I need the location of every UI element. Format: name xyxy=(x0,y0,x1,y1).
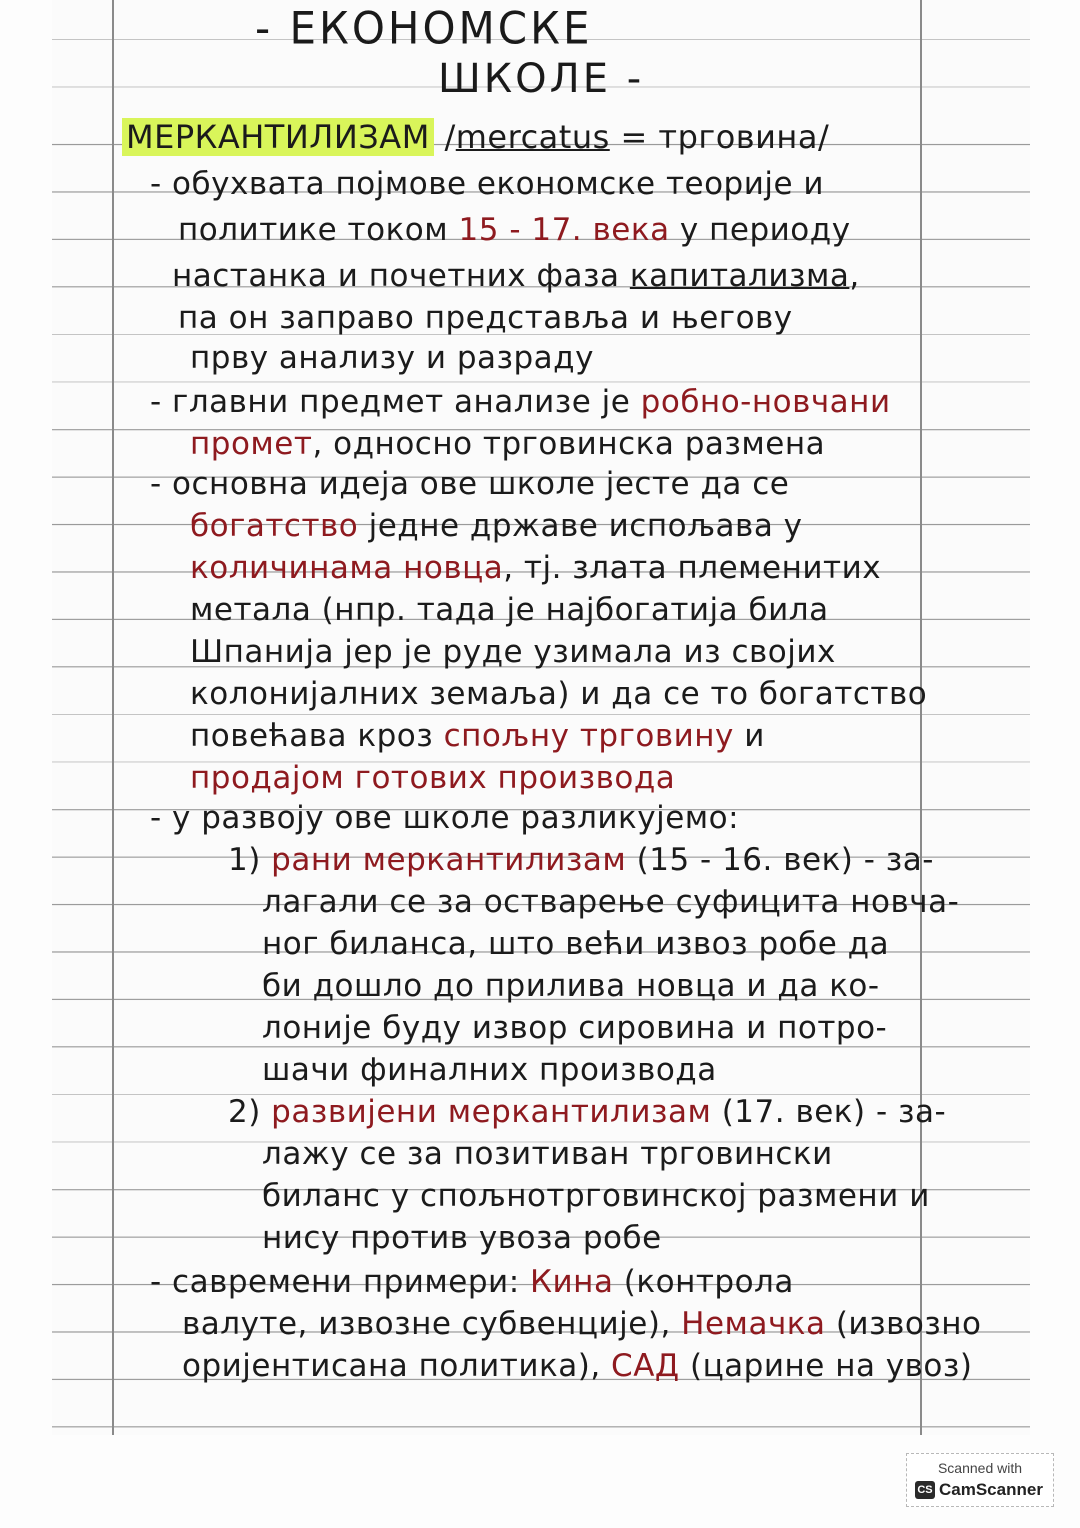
emphasis-text: Кина xyxy=(530,1264,614,1300)
underlined-text: капитализма xyxy=(629,258,850,294)
note-text: прву анализу и разраду xyxy=(190,340,594,376)
note-line xyxy=(150,800,739,836)
note-text: - у развоју ове школе разликујемо: xyxy=(150,800,740,836)
right-margin-line xyxy=(920,0,922,1435)
note-text: - обухвата појмове економске теорије и xyxy=(150,166,825,202)
etymology-word: mercatus xyxy=(455,118,610,156)
note-line xyxy=(182,1348,972,1384)
note-text: оријентисана политика), xyxy=(182,1348,612,1384)
note-text: шачи финалних производа xyxy=(262,1052,717,1088)
emphasis-text: рани меркантилизам xyxy=(271,842,627,878)
note-line xyxy=(150,466,789,502)
note-text: (царине на увоз) xyxy=(679,1348,973,1384)
note-text: - савремени примери: xyxy=(150,1264,531,1300)
emphasis-text: 15 - 17. века xyxy=(458,212,670,248)
emphasis-text: количинама новца xyxy=(190,550,504,586)
section-heading xyxy=(122,118,829,156)
note-line xyxy=(190,508,803,544)
note-text: метала (нпр. тада је најбогатија била xyxy=(190,592,829,628)
note-line xyxy=(190,426,825,462)
emphasis-text: САД xyxy=(611,1348,680,1384)
note-line xyxy=(178,212,851,248)
note-line xyxy=(262,1220,662,1256)
note-text: и xyxy=(733,718,765,754)
note-line xyxy=(172,258,860,294)
note-line xyxy=(182,1306,982,1342)
note-line xyxy=(262,926,889,962)
note-line xyxy=(150,384,891,420)
watermark-caption: Scanned with xyxy=(937,1460,1023,1476)
note-text: 2) xyxy=(228,1094,272,1130)
camscanner-logo-icon: CS xyxy=(915,1481,935,1499)
note-line xyxy=(178,300,793,336)
note-text: - основна идеја ове школе јесте да се xyxy=(150,466,790,502)
note-text: лагали се за остварење суфицита новча- xyxy=(262,884,960,920)
note-text: па он заправо представља и његову xyxy=(178,300,793,336)
emphasis-text: спољну трговину xyxy=(443,718,734,754)
note-line xyxy=(190,340,594,376)
etymology-rest: = трговина/ xyxy=(609,118,830,156)
note-text: валуте, извозне субвенције), xyxy=(182,1306,682,1342)
emphasis-text: продајом готових производа xyxy=(190,760,676,796)
note-text: биланс у спољнотрговинској размени и xyxy=(262,1178,930,1214)
note-line xyxy=(262,1178,930,1214)
page-title-line-1: - ЕКОНОМСКЕ xyxy=(255,2,593,55)
note-line xyxy=(228,1094,946,1130)
note-text: нису против увоза робе xyxy=(262,1220,662,1256)
note-text: (15 - 16. век) - за- xyxy=(626,842,934,878)
note-text: у периоду xyxy=(669,212,851,248)
left-margin-line xyxy=(112,0,114,1435)
note-text: , xyxy=(849,258,860,294)
emphasis-text: промет xyxy=(190,426,313,462)
note-text: повећава кроз xyxy=(190,718,444,754)
note-line xyxy=(150,166,824,202)
note-text: , односно трговинска размена xyxy=(312,426,826,462)
note-text: Шпанија јер је руде узимала из својих xyxy=(190,634,836,670)
camscanner-watermark xyxy=(906,1453,1054,1507)
note-text: лоније буду извор сировина и потро- xyxy=(262,1010,888,1046)
note-text: лажу се за позитиван трговински xyxy=(262,1136,833,1172)
note-line xyxy=(262,1052,717,1088)
note-line xyxy=(150,1264,794,1300)
watermark-brand: CamScanner xyxy=(939,1480,1043,1499)
etymology-open: / xyxy=(433,118,456,156)
note-line xyxy=(262,1136,833,1172)
note-line xyxy=(262,884,959,920)
note-text: (17. век) - за- xyxy=(711,1094,947,1130)
note-line xyxy=(190,550,881,586)
emphasis-text: Немачка xyxy=(681,1306,826,1342)
note-line xyxy=(262,968,880,1004)
note-line xyxy=(190,760,675,796)
note-text: - главни предмет анализе је xyxy=(150,384,641,420)
note-text: једне државе испољава у xyxy=(358,508,803,544)
note-text: (извозно xyxy=(825,1306,982,1342)
note-text: политике током xyxy=(178,212,459,248)
emphasis-text: развијени меркантилизам xyxy=(271,1094,712,1130)
note-text: 1) xyxy=(228,842,272,878)
highlighted-term: МЕРКАНТИЛИЗАМ xyxy=(122,118,434,156)
note-line xyxy=(262,1010,887,1046)
note-line xyxy=(228,842,934,878)
note-text: ног биланса, што већи извоз робе да xyxy=(262,926,890,962)
note-line xyxy=(190,634,836,670)
emphasis-text: богатство xyxy=(190,508,359,544)
note-text: колонијалних земаља) и да се то богатство xyxy=(190,676,928,712)
note-line xyxy=(190,718,765,754)
note-text: настанка и почетних фаза xyxy=(172,258,630,294)
emphasis-text: робно-новчани xyxy=(640,384,891,420)
note-text: (контрола xyxy=(613,1264,794,1300)
note-line xyxy=(190,592,829,628)
note-text: би дошло до прилива новца и да ко- xyxy=(262,968,880,1004)
note-line xyxy=(190,676,927,712)
note-text: , тј. злата племенитих xyxy=(503,550,882,586)
page-title-line-2: ШКОЛЕ - xyxy=(438,56,645,102)
